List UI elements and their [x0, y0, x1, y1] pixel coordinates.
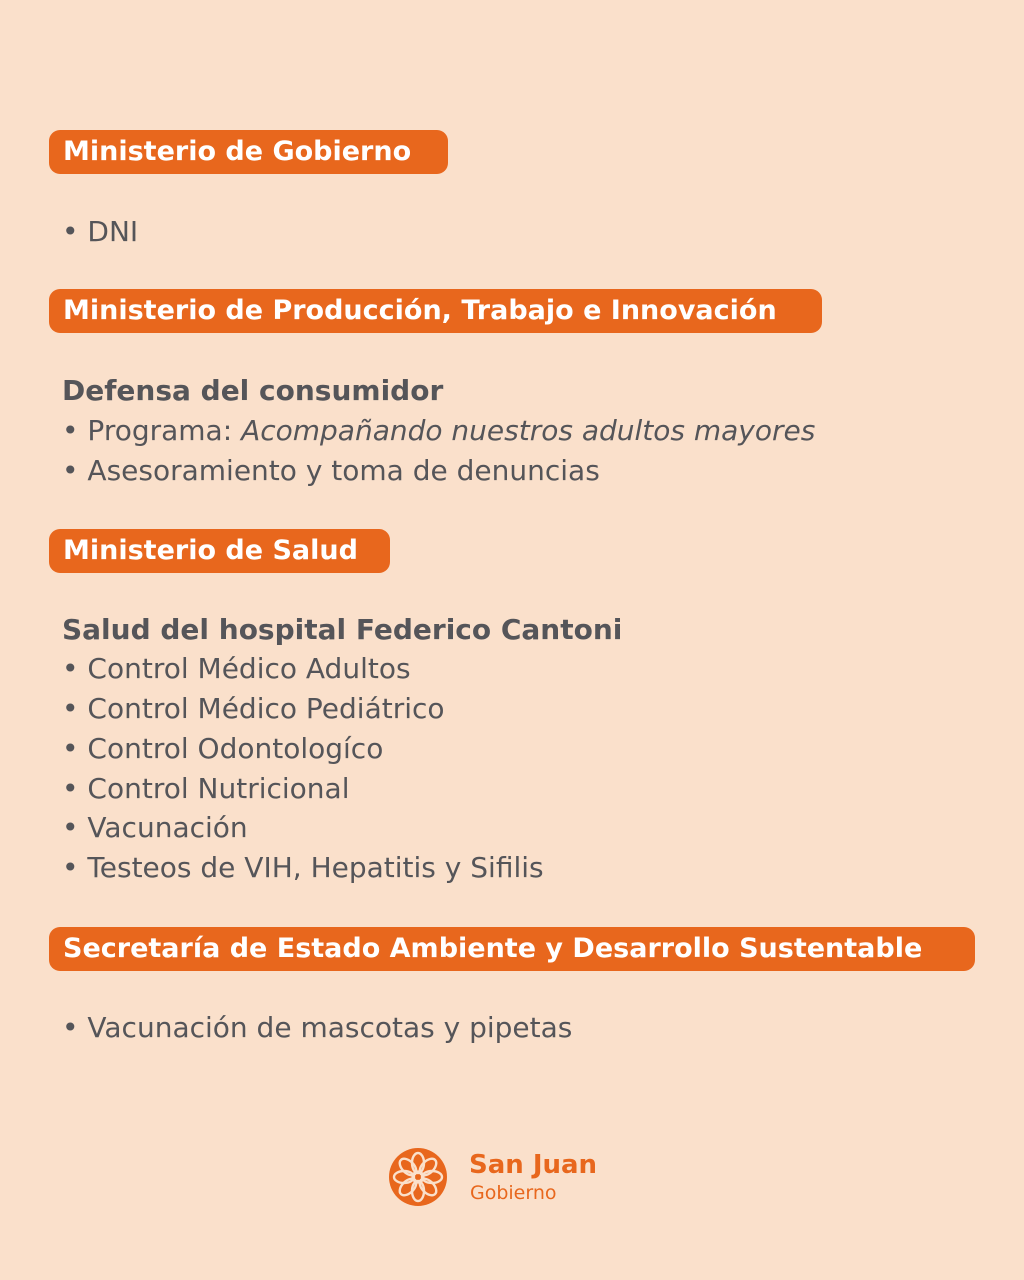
program-name: Acompañando nuestros adultos mayores — [241, 414, 816, 447]
item-text: Testeos de VIH, Hepatitis y Sifilis — [87, 851, 544, 884]
item-text: Control Médico Adultos — [87, 652, 411, 685]
bullet: • — [62, 692, 79, 725]
section-title-ambiente: Secretaría de Estado Ambiente y Desarrollo Sustentable — [49, 927, 975, 971]
item-text: Control Nutricional — [87, 772, 350, 805]
item-text: DNI — [87, 215, 139, 248]
list-item — [62, 451, 600, 491]
item-text: Vacunación de mascotas y pipetas — [87, 1011, 573, 1044]
list-item — [62, 212, 138, 252]
section-title-gobierno: Ministerio de Gobierno — [49, 130, 448, 174]
bullet: • — [62, 454, 79, 487]
section-subtitle: Defensa del consumidor — [62, 374, 444, 407]
section-subtitle: Salud del hospital Federico Cantoni — [62, 613, 623, 646]
bullet: • — [62, 811, 79, 844]
list-item — [62, 769, 349, 809]
bullet: • — [62, 652, 79, 685]
item-text: Asesoramiento y toma de denuncias — [87, 454, 600, 487]
bullet: • — [62, 772, 79, 805]
list-item — [62, 848, 544, 888]
item-prefix: Programa: — [87, 414, 242, 447]
item-text: Control Médico Pediátrico — [87, 692, 445, 725]
logo-name: San Juan — [469, 1150, 598, 1180]
list-item — [62, 729, 383, 769]
list-item — [62, 649, 411, 689]
bullet: • — [62, 414, 79, 447]
flower-mandala-icon — [386, 1145, 450, 1209]
section-title-salud: Ministerio de Salud — [49, 529, 390, 573]
bullet: • — [62, 732, 79, 765]
item-text: Vacunación — [87, 811, 248, 844]
logo-subtitle: Gobierno — [470, 1182, 557, 1204]
list-item — [62, 411, 815, 451]
bullet: • — [62, 851, 79, 884]
bullet: • — [62, 215, 79, 248]
list-item — [62, 808, 248, 848]
list-item — [62, 1008, 572, 1048]
item-text: Control Odontologíco — [87, 732, 384, 765]
bullet: • — [62, 1011, 79, 1044]
list-item — [62, 689, 445, 729]
section-title-produccion: Ministerio de Producción, Trabajo e Innovación — [49, 289, 822, 333]
